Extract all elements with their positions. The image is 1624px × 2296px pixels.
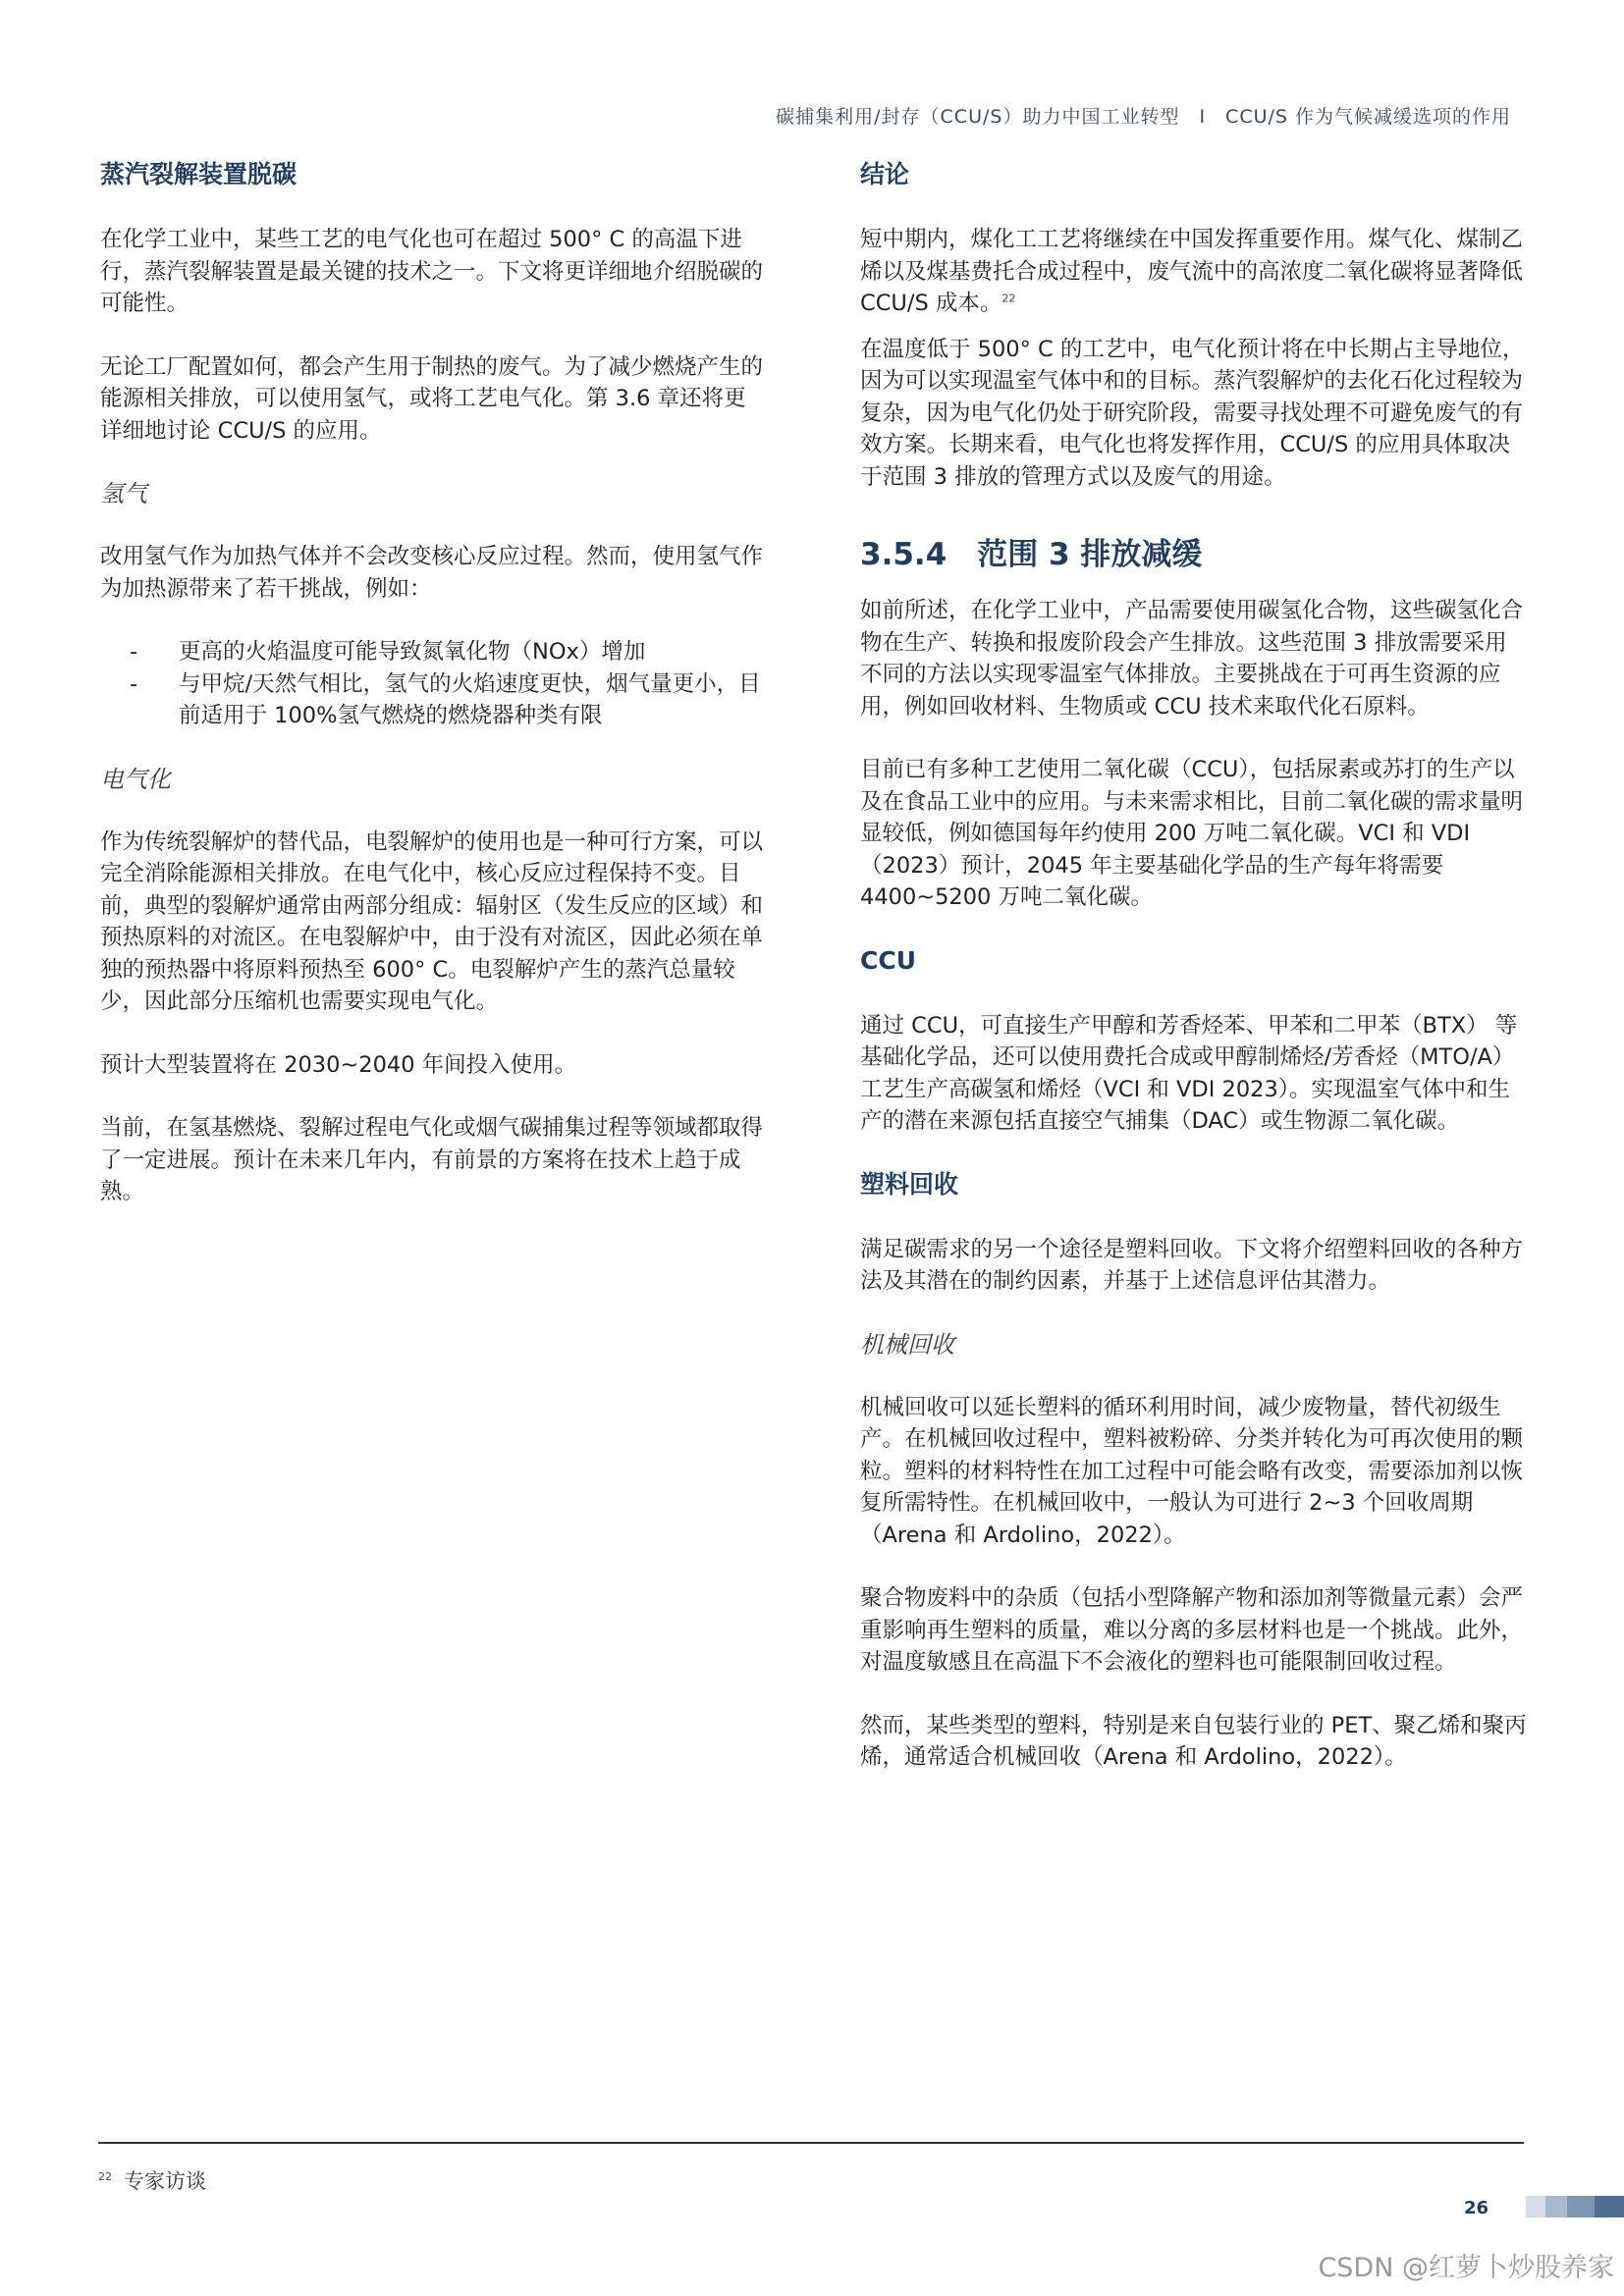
paragraph: 当前，在氢基燃烧、裂解过程电气化或烟气碳捕集过程等领域都取得了一定进展。预计在未来几年内，有前景的方案将在技术上趋于成熟。 <box>100 1115 764 1204</box>
subheading-ccu: CCU <box>860 945 916 975</box>
paragraph: 改用氢气作为加热气体并不会改变核心反应过程。然而，使用氢气作为加热源带来了若干挑战，例如： <box>100 544 764 602</box>
list-item <box>100 668 768 732</box>
subheading-plastics-recycling: 塑料回收 <box>860 1169 959 1199</box>
bullet-dash: - <box>130 639 138 665</box>
footnote <box>98 2165 206 2195</box>
list-item-text: 更高的火焰温度可能导致氮氧化物（NOx）增加 <box>179 639 646 665</box>
page-number-bar <box>1526 2196 1624 2217</box>
paragraph: 作为传统裂解炉的替代品，电裂解炉的使用也是一种可行方案，可以完全消除能源相关排放。在电气化中，核心反应过程保持不变。目前，典型的裂解炉通常由两部分组成：辐射区（发生反应的区域）和预热原料的对流区。在电裂解炉中，由于没有对流区，因此必须在单独的预热器中将原料预热至 600° C。电裂解炉产生的蒸汽总量较少，因此部分压缩机也需要实现电气化。 <box>100 828 764 1014</box>
running-header: 碳捕集利用/封存（CCU/S）助力中国工业转型 I CCU/S 作为气候减缓选项的作用 <box>776 106 1511 128</box>
paragraph: 通过 CCU，可直接生产甲醇和芳香烃苯、甲苯和二甲苯（BTX） 等基础化学品，还可以使用费托合成或甲醇制烯烃/芳香烃（MTO/A）工艺生产高碳氢和烯烃（VCI 和 VDI 2023）。实现温室气体中和生产的潜在来源包括直接空气捕集（DAC）或生物源二氧化碳。 <box>860 1012 1518 1134</box>
footnote-ref[interactable]: 22 <box>1001 292 1016 305</box>
paragraph-text: 短中期内，煤化工工艺将继续在中国发挥重要作用。煤气化、煤制乙烯以及煤基费托合成过程中，废气流中的高浓度二氧化碳将显著降低 CCU/S 成本。 <box>860 227 1524 316</box>
paragraph: 预计大型装置将在 2030~2040 年间投入使用。 <box>100 1051 577 1078</box>
page-bar-segment <box>1595 2196 1624 2217</box>
section-heading-steam-cracker: 蒸汽裂解装置脱碳 <box>100 160 298 188</box>
bullet-list <box>100 636 768 732</box>
section-heading-conclusion: 结论 <box>860 160 910 188</box>
footnote-text: 专家访谈 <box>124 2169 206 2193</box>
list-item <box>100 636 768 668</box>
paragraph: 无论工厂配置如何，都会产生用于制热的废气。为了减少燃烧产生的能源相关排放，可以使用氢气，或将工艺电气化。第 3.6 章还将更详细地讨论 CCU/S 的应用。 <box>100 353 764 444</box>
paragraph <box>860 224 1528 320</box>
page-bar-segment <box>1545 2196 1567 2217</box>
left-column <box>100 159 768 1240</box>
footnote-number: 22 <box>98 2170 112 2183</box>
page-bar-segment <box>1567 2196 1595 2217</box>
paragraph: 在温度低于 500° C 的工艺中，电气化预计将在中长期占主导地位，因为可以实现温室气体中和的目标。蒸汽裂解炉的去化石化过程较为复杂，因为电气化仍处于研究阶段，需要寻找处理不可避免废气的有效方案。长期来看，电气化也将发挥作用，CCU/S 的应用具体取决于范围 3 排放的管理方式以及废气的用途。 <box>860 336 1525 490</box>
paragraph: 机械回收可以延长塑料的循环利用时间，减少废物量，替代初级生产。在机械回收过程中，塑料被粉碎、分类并转化为可再次使用的颗粒。塑料的材料特性在加工过程中可能会略有改变，需要添加剂以恢复所需特性。在机械回收中，一般认为可进行 2~3 个回收周期（Arena 和 Ardolino，2022）。 <box>860 1394 1524 1548</box>
watermark: CSDN @红萝卜炒股养家 <box>1318 2253 1614 2283</box>
footnote-divider <box>98 2142 1524 2144</box>
right-column <box>860 159 1528 1805</box>
subheading-hydrogen: 氢气 <box>100 480 147 507</box>
paragraph: 满足碳需求的另一个途径是塑料回收。下文将介绍塑料回收的各种方法及其潜在的制约因素，并基于上述信息评估其潜力。 <box>860 1236 1524 1294</box>
paragraph: 目前已有多种工艺使用二氧化碳（CCU），包括尿素或苏打的生产以及在食品工业中的应用。与未来需求相比，目前二氧化碳的需求量明显较低，例如德国每年约使用 200 万吨二氧化碳。VCI 和 VDI（2023）预计，2045 年主要基础化学品的生产每年将需要 4400~5200 万吨二氧化碳。 <box>860 757 1524 910</box>
list-item-text: 与甲烷/天然气相比，氢气的火焰速度更快，烟气量更小，目前适用于 100%氢气燃烧的燃烧器种类有限 <box>179 670 761 728</box>
section-heading-scope3: 3.5.4 范围 3 排放减缓 <box>860 537 1203 572</box>
page-number: 26 <box>1463 2198 1489 2218</box>
paragraph: 然而，某些类型的塑料，特别是来自包装行业的 PET、聚乙烯和聚丙烯，通常适合机械回收（Arena 和 Ardolino，2022）。 <box>860 1712 1527 1770</box>
subheading-electrification: 电气化 <box>100 765 171 793</box>
paragraph: 在化学工业中，某些工艺的电气化也可在超过 500° C 的高温下进行，蒸汽裂解装置是最关键的技术之一。下文将更详细地介绍脱碳的可能性。 <box>100 227 764 316</box>
bullet-dash: - <box>130 670 138 697</box>
page-bar-segment <box>1526 2196 1545 2217</box>
paragraph: 如前所述，在化学工业中，产品需要使用碳氢化合物，这些碳氢化合物在生产、转换和报废阶段会产生排放。这些范围 3 排放需要采用不同的方法以实现零温室气体排放。主要挑战在于可再生资源的应用，例如回收材料、生物质或 CCU 技术来取代化石原料。 <box>860 598 1524 720</box>
paragraph: 聚合物废料中的杂质（包括小型降解产物和添加剂等微量元素）会严重影响再生塑料的质量，难以分离的多层材料也是一个挑战。此外，对温度敏感且在高温下不会液化的塑料也可能限制回收过程。 <box>860 1585 1524 1675</box>
subheading-mechanical-recycling: 机械回收 <box>860 1330 954 1359</box>
